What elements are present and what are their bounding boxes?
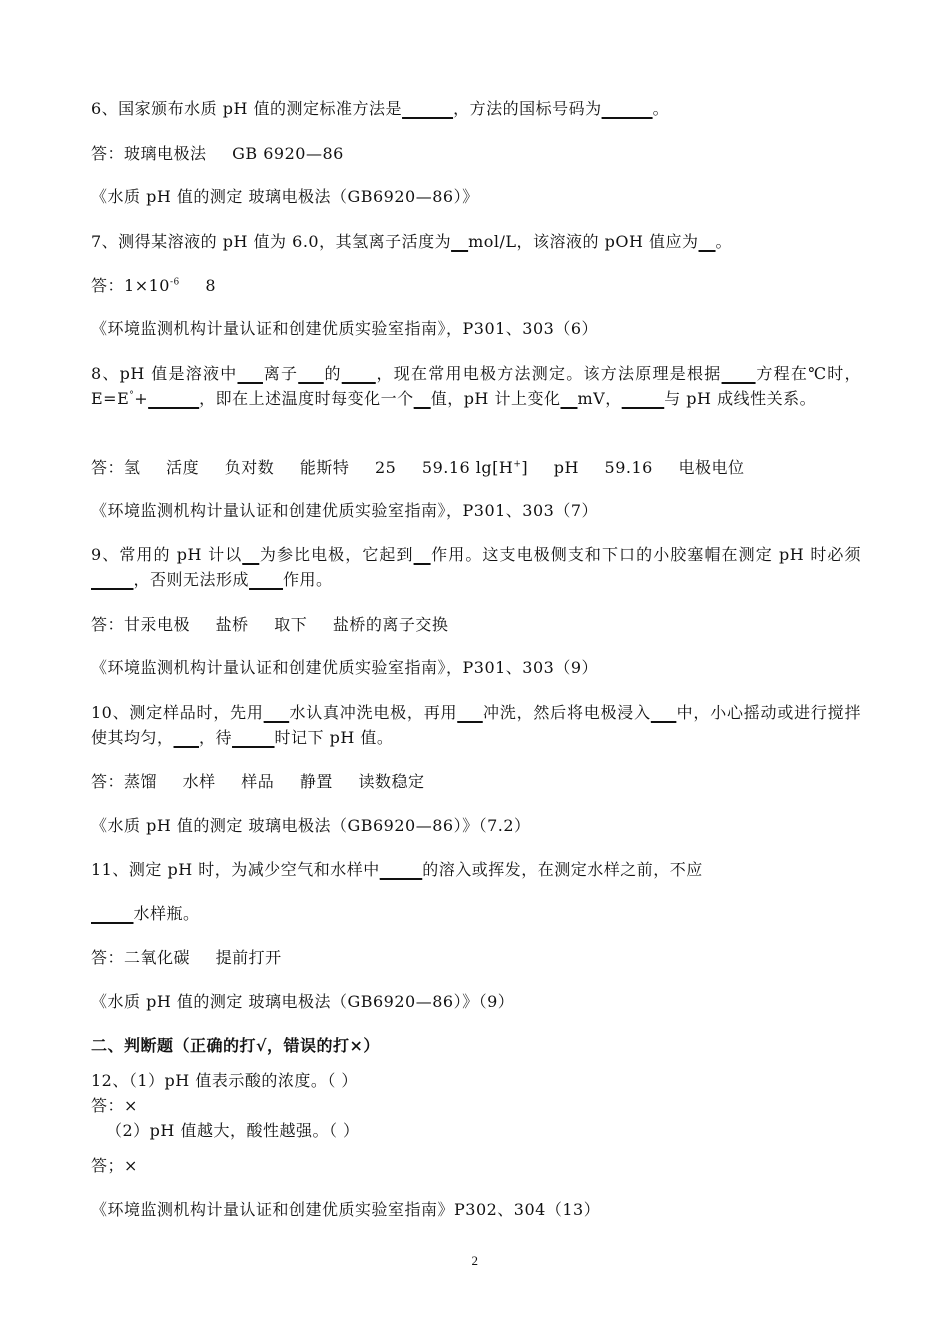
q11-answer: 答：二氧化碳 提前打开 [91, 948, 282, 967]
q8-answer: 答：氢 活度 负对数 能斯特 25 59.16 lg[H+] pH 59.16 电极电位 [91, 458, 745, 477]
page-number: 2 [471, 1253, 479, 1268]
q11-source: 《水质 pH 值的测定 玻璃电极法（GB6920—86）》（9） [91, 992, 515, 1011]
q10-question: 10、测定样品时，先用___水认真冲洗电极，再用___冲洗，然后将电极浸入___中，小心摇动或进行搅拌使其均匀，___，待_____时记下 pH 值。 [91, 703, 861, 747]
q7-source: 《环境监测机构计量认证和创建优质实验室指南》，P301、303（6） [91, 319, 599, 338]
q12-part2: （2）pH 值越大，酸性越强。（ ） [106, 1121, 360, 1140]
q12-part1: 12、（1）pH 值表示酸的浓度。（ ） [91, 1071, 358, 1090]
q6-question: 6、国家颁布水质 pH 值的测定标准方法是______，方法的国标号码为______。 [91, 99, 670, 118]
section-heading: 二、判断题（正确的打√，错误的打×） [91, 1036, 380, 1055]
q12-source: 《环境监测机构计量认证和创建优质实验室指南》P302、304（13） [91, 1200, 601, 1219]
q12-answer2: 答；× [91, 1156, 138, 1175]
q12-answer1: 答：× [91, 1096, 138, 1115]
q6-answer: 答：玻璃电极法 GB 6920—86 [91, 144, 344, 163]
q10-source: 《水质 pH 值的测定 玻璃电极法（GB6920—86）》（7.2） [91, 816, 531, 835]
q7-answer: 答：$1\times 10^{-6}$ 8 [91, 276, 217, 295]
q9-source: 《环境监测机构计量认证和创建优质实验室指南》，P301、303（9） [91, 658, 599, 677]
q8-source: 《环境监测机构计量认证和创建优质实验室指南》，P301、303（7） [91, 501, 599, 520]
q8-question: 8、pH 值是溶液中___离子___的____，现在常用电极方法测定。该方法原理是根据____方程在℃时，E=E°+______，即在上述温度时每变化一个__值，pH 计上变化__mV，_____与 pH 成线性关系。 [91, 364, 861, 408]
q9-answer: 答：甘汞电极 盐桥 取下 盐桥的离子交换 [91, 615, 449, 634]
q10-answer: 答：蒸馏 水样 样品 静置 读数稳定 [91, 772, 425, 791]
q11-question: 11、测定 pH 时，为减少空气和水样中_____的溶入或挥发，在测定水样之前，不应 [91, 860, 703, 879]
q7-question: 7、测得某溶液的 pH 值为 6.0，其氢离子活度为__mol/L，该溶液的 pOH 值应为__。 [91, 232, 733, 251]
q9-question: 9、常用的 pH 计以__为参比电极，它起到__作用。这支电极侧支和下口的小胶塞帽在测定 pH 时必须_____，否则无法形成____作用。 [91, 545, 861, 589]
q11-question-cont: _____水样瓶。 [91, 904, 200, 923]
q6-source: 《水质 pH 值的测定 玻璃电极法（GB6920—86）》 [91, 187, 479, 206]
